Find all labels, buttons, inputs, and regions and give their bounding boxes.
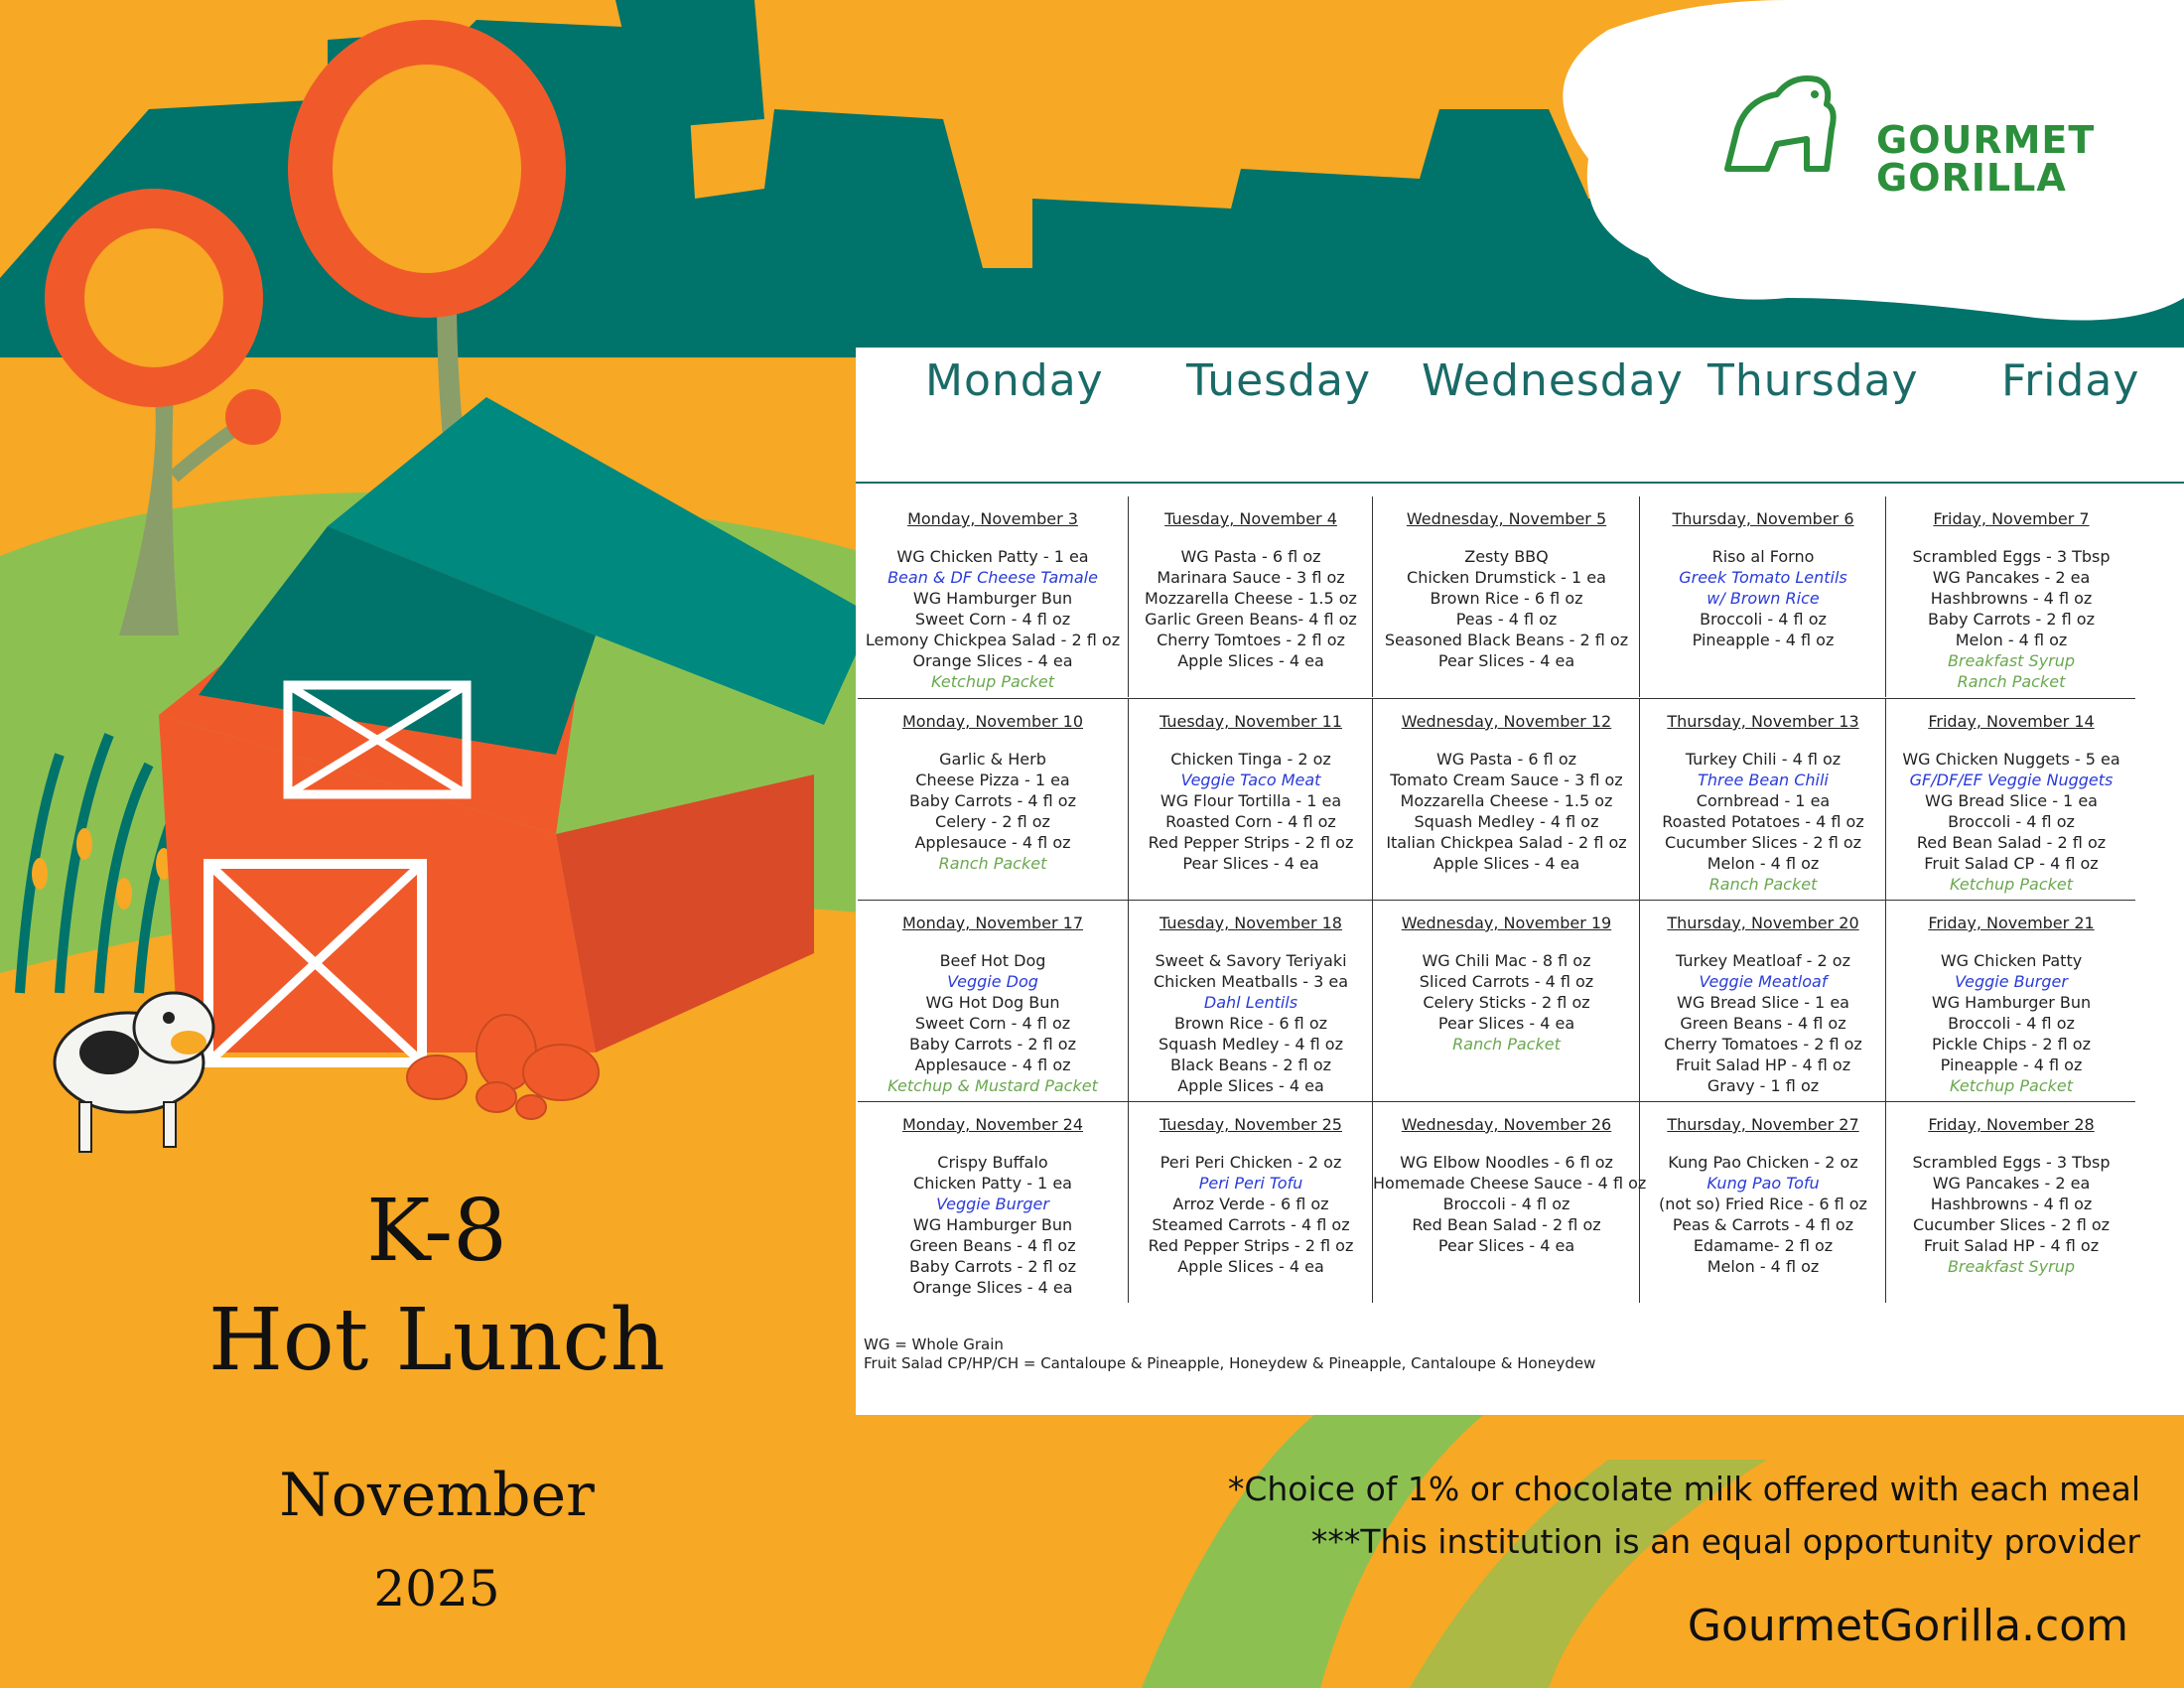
menu-item: Edamame- 2 fl oz [1693, 1236, 1834, 1255]
menu-item: WG Chili Mac - 8 fl oz [1422, 951, 1591, 970]
gorilla-icon [1707, 60, 1866, 179]
menu-day-cell [1128, 1102, 1373, 1303]
menu-item: Turkey Chili - 4 fl oz [1685, 750, 1842, 769]
menu-week-row [858, 1101, 2135, 1303]
menu-day-cell [1372, 699, 1640, 900]
menu-item: Baby Carrots - 2 fl oz [909, 1257, 1076, 1276]
menu-item: Broccoli - 4 fl oz [1442, 1195, 1570, 1213]
menu-date: Monday, November 10 [901, 712, 1083, 731]
milk-note: *Choice of 1% or chocolate milk offered with each meal [1227, 1470, 2140, 1508]
menu-item: WG Hamburger Bun [1931, 993, 2092, 1012]
menu-item: Fruit Salad HP - 4 fl oz [1923, 1236, 2100, 1255]
menu-date: Tuesday, November 18 [1160, 914, 1342, 932]
menu-item: Sweet Corn - 4 fl oz [914, 610, 1071, 629]
menu-item: Marinara Sauce - 3 fl oz [1157, 568, 1345, 587]
website-link[interactable]: GourmetGorilla.com [1687, 1601, 2128, 1651]
menu-item: WG Bread Slice - 1 ea [1925, 791, 2098, 810]
menu-item: WG Chicken Patty [1940, 951, 2083, 970]
menu-item: Cherry Tomtoes - 2 fl oz [1157, 631, 1345, 649]
menu-item: Chicken Patty - 1 ea [913, 1174, 1072, 1193]
menu-item: Chicken Tinga - 2 oz [1170, 750, 1331, 769]
menu-week-row [858, 496, 2135, 697]
menu-item: Red Bean Salad - 2 fl oz [1412, 1215, 1601, 1234]
menu-item: Brown Rice - 6 fl oz [1173, 1014, 1328, 1033]
menu-day-cell [858, 496, 1128, 697]
menu-alternate-item: Kung Pao Tofu [1706, 1174, 1820, 1193]
menu-alternate-item: Veggie Burger [1955, 972, 2068, 991]
menu-alternate-item: Three Bean Chili [1698, 771, 1829, 789]
menu-item: Pear Slices - 4 ea [1437, 1236, 1575, 1255]
menu-item: Green Beans - 4 fl oz [1680, 1014, 1846, 1033]
menu-item: Fruit Salad CP - 4 fl oz [1924, 854, 2099, 873]
menu-item: WG Flour Tortilla - 1 ea [1160, 791, 1342, 810]
menu-item: Melon - 4 fl oz [1955, 631, 2068, 649]
menu-condiment-item: Ranch Packet [938, 854, 1047, 873]
menu-item: Baby Carrots - 2 fl oz [1928, 610, 2095, 629]
menu-item: Applesauce - 4 fl oz [914, 1055, 1071, 1074]
menu-item: Zesty BBQ [1464, 547, 1549, 566]
menu-item: Squash Medley - 4 fl oz [1414, 812, 1599, 831]
menu-alternate-item: GF/DF/EF Veggie Nuggets [1909, 771, 2114, 789]
menu-date: Friday, November 14 [1928, 712, 2095, 731]
menu-item: Melon - 4 fl oz [1706, 854, 1820, 873]
menu-date: Monday, November 17 [901, 914, 1083, 932]
menu-date: Wednesday, November 26 [1401, 1115, 1612, 1134]
menu-item: Peri Peri Chicken - 2 oz [1160, 1153, 1342, 1172]
menu-item: Baby Carrots - 2 fl oz [909, 1035, 1076, 1054]
menu-date: Wednesday, November 12 [1401, 712, 1612, 731]
menu-alternate-item: Veggie Taco Meat [1180, 771, 1321, 789]
menu-day-cell [858, 901, 1128, 1101]
menu-item: Red Bean Salad - 2 fl oz [1916, 833, 2107, 852]
menu-item: Lemony Chickpea Salad - 2 fl oz [865, 631, 1121, 649]
menu-item: Sweet Corn - 4 fl oz [914, 1014, 1071, 1033]
menu-day-cell [1128, 496, 1373, 697]
menu-item: Red Pepper Strips - 2 fl oz [1148, 833, 1354, 852]
menu-item: Peas - 4 fl oz [1455, 610, 1558, 629]
equal-opportunity-note: ***This institution is an equal opportunity provider [1310, 1522, 2140, 1561]
menu-item: Orange Slices - 4 ea [912, 1278, 1073, 1297]
menu-item: WG Hamburger Bun [912, 589, 1073, 608]
menu-item: Garlic & Herb [939, 750, 1046, 769]
menu-item: Cherry Tomatoes - 2 fl oz [1664, 1035, 1862, 1054]
menu-item: Baby Carrots - 4 fl oz [909, 791, 1076, 810]
menu-item: Kung Pao Chicken - 2 oz [1668, 1153, 1858, 1172]
menu-condiment-item: Ketchup Packet [931, 672, 1054, 691]
menu-condiment-item: Ketchup Packet [1950, 1076, 2073, 1095]
menu-item: WG Pasta - 6 fl oz [1180, 547, 1321, 566]
weekday-friday: Friday [2001, 355, 2140, 406]
menu-alternate-item: Veggie Meatloaf [1699, 972, 1828, 991]
menu-item: Pear Slices - 4 ea [1437, 651, 1575, 670]
menu-item: Crispy Buffalo [937, 1153, 1048, 1172]
menu-item: Pear Slices - 4 ea [1437, 1014, 1575, 1033]
menu-week-row [858, 900, 2135, 1101]
menu-item: WG Hamburger Bun [912, 1215, 1073, 1234]
menu-date: Tuesday, November 25 [1160, 1115, 1342, 1134]
menu-day-cell [1885, 699, 2136, 900]
menu-item: Chicken Meatballs - 3 ea [1153, 972, 1349, 991]
menu-item: (not so) Fried Rice - 6 fl oz [1659, 1195, 1867, 1213]
menu-day-cell [858, 1102, 1128, 1303]
menu-item: Seasoned Black Beans - 2 fl oz [1384, 631, 1629, 649]
menu-item: Celery - 2 fl oz [935, 812, 1050, 831]
menu-date: Friday, November 21 [1928, 914, 2095, 932]
menu-day-cell [1639, 699, 1886, 900]
logo-line-1: GOURMET [1876, 118, 2096, 162]
menu-item: Apple Slices - 4 ea [1177, 1257, 1324, 1276]
menu-item: Riso al Forno [1711, 547, 1815, 566]
menu-alternate-item: Peri Peri Tofu [1198, 1174, 1303, 1193]
menu-item: Beef Hot Dog [939, 951, 1046, 970]
legend-fruit-salad: Fruit Salad CP/HP/CH = Cantaloupe & Pineapple, Honeydew & Pineapple, Cantaloupe & Honeydew [864, 1354, 1596, 1372]
legend-whole-grain: WG = Whole Grain [864, 1336, 1004, 1353]
menu-item: Scrambled Eggs - 3 Tbsp [1912, 547, 2111, 566]
menu-item: Arroz Verde - 6 fl oz [1172, 1195, 1329, 1213]
menu-item: WG Pancakes - 2 ea [1932, 568, 2091, 587]
menu-item: Celery Sticks - 2 fl oz [1423, 993, 1590, 1012]
menu-day-cell [1885, 1102, 2136, 1303]
menu-item: Melon - 4 fl oz [1706, 1257, 1820, 1276]
menu-item: Cucumber Slices - 2 fl oz [1664, 833, 1862, 852]
menu-item: Sweet & Savory Teriyaki [1155, 951, 1347, 970]
legend [864, 1336, 1595, 1373]
menu-item: Peas & Carrots - 4 fl oz [1672, 1215, 1854, 1234]
menu-item: Red Pepper Strips - 2 fl oz [1148, 1236, 1354, 1255]
menu-condiment-item: Breakfast Syrup [1947, 651, 2076, 670]
menu-alternate-item: Bean & DF Cheese Tamale [887, 568, 1098, 587]
menu-item: Turkey Meatloaf - 2 oz [1676, 951, 1850, 970]
menu-item: Hashbrowns - 4 fl oz [1930, 589, 2093, 608]
menu-item: WG Bread Slice - 1 ea [1677, 993, 1849, 1012]
weekday-wednesday: Wednesday [1422, 355, 1684, 406]
menu-day-cell [1128, 901, 1373, 1101]
menu-item: Broccoli - 4 fl oz [1948, 1014, 2075, 1033]
menu-day-cell [1639, 1102, 1886, 1303]
menu-item: Italian Chickpea Salad - 2 fl oz [1386, 833, 1627, 852]
menu-day-cell [858, 699, 1128, 900]
menu-condiment-item: Breakfast Syrup [1947, 1257, 2076, 1276]
menu-item: Mozzarella Cheese - 1.5 oz [1145, 589, 1357, 608]
logo-wordmark [1876, 118, 2096, 200]
menu-alternate-item: Dahl Lentils [1203, 993, 1298, 1012]
menu-item: Cheese Pizza - 1 ea [915, 771, 1070, 789]
hot-lunch-title: Hot Lunch [207, 1291, 666, 1390]
menu-date: Friday, November 7 [1933, 509, 2090, 528]
menu-day-cell [1372, 1102, 1647, 1303]
menu-condiment-item: Ketchup Packet [1950, 875, 2073, 894]
menu-item: Sliced Carrots - 4 fl oz [1419, 972, 1594, 991]
menu-item: Roasted Corn - 4 fl oz [1165, 812, 1336, 831]
logo-line-2: GORILLA [1876, 156, 2067, 200]
menu-date: Thursday, November 20 [1667, 914, 1859, 932]
menu-date: Tuesday, November 4 [1164, 509, 1337, 528]
menu-item: Pineapple - 4 fl oz [1940, 1055, 2083, 1074]
menu-date: Thursday, November 6 [1672, 509, 1854, 528]
menu-item: Pickle Chips - 2 fl oz [1932, 1035, 2091, 1054]
menu-day-cell [1639, 901, 1886, 1101]
menu-item: Mozzarella Cheese - 1.5 oz [1400, 791, 1613, 810]
menu-item: WG Pasta - 6 fl oz [1435, 750, 1576, 769]
menu-item: Garlic Green Beans- 4 fl oz [1145, 610, 1357, 629]
menu-condiment-item: Ranch Packet [1957, 672, 2066, 691]
menu-alternate-item: w/ Brown Rice [1706, 589, 1820, 608]
menu-item: Pear Slices - 4 ea [1182, 854, 1319, 873]
month-title: November [279, 1461, 595, 1530]
menu-item: Hashbrowns - 4 fl oz [1930, 1195, 2093, 1213]
menu-item: Homemade Cheese Sauce - 4 fl oz [1373, 1174, 1647, 1193]
menu-item: Orange Slices - 4 ea [912, 651, 1073, 670]
menu-calendar [856, 348, 2184, 1415]
menu-day-cell [1639, 496, 1886, 697]
weekday-header [856, 348, 2184, 484]
menu-day-cell [1372, 901, 1640, 1101]
grade-title: K-8 [366, 1182, 507, 1281]
menu-date: Thursday, November 27 [1667, 1115, 1859, 1134]
menu-item: WG Chicken Patty - 1 ea [896, 547, 1089, 566]
menu-date: Thursday, November 13 [1667, 712, 1859, 731]
menu-alternate-item: Veggie Dog [947, 972, 1038, 991]
menu-alternate-item: Veggie Burger [936, 1195, 1049, 1213]
menu-item: Cucumber Slices - 2 fl oz [1912, 1215, 2111, 1234]
year-title: 2025 [373, 1560, 500, 1618]
menu-item: Tomato Cream Sauce - 3 fl oz [1390, 771, 1623, 789]
menu-condiment-item: Ranch Packet [1708, 875, 1818, 894]
menu-day-cell [1885, 496, 2136, 697]
menu-date: Tuesday, November 11 [1160, 712, 1342, 731]
menu-item: Apple Slices - 4 ea [1177, 651, 1324, 670]
menu-item: Apple Slices - 4 ea [1177, 1076, 1324, 1095]
weekday-thursday: Thursday [1707, 355, 1919, 406]
menu-item: Scrambled Eggs - 3 Tbsp [1912, 1153, 2111, 1172]
weekday-tuesday: Tuesday [1186, 355, 1372, 406]
menu-item: WG Pancakes - 2 ea [1932, 1174, 2091, 1193]
menu-item: Gravy - 1 fl oz [1706, 1076, 1820, 1095]
menu-item: Broccoli - 4 fl oz [1700, 610, 1827, 629]
menu-item: WG Hot Dog Bun [925, 993, 1060, 1012]
menu-item: Roasted Potatoes - 4 fl oz [1662, 812, 1864, 831]
menu-item: Apple Slices - 4 ea [1433, 854, 1580, 873]
menu-item: Brown Rice - 6 fl oz [1430, 589, 1583, 608]
gourmet-gorilla-logo [1707, 60, 2124, 199]
menu-week-row [858, 698, 2135, 900]
menu-item: Green Beans - 4 fl oz [909, 1236, 1076, 1255]
weekday-monday: Monday [925, 355, 1104, 406]
menu-date: Monday, November 3 [907, 509, 1078, 528]
menu-date: Wednesday, November 19 [1401, 914, 1612, 932]
menu-date: Friday, November 28 [1928, 1115, 2095, 1134]
menu-item: Steamed Carrots - 4 fl oz [1152, 1215, 1350, 1234]
menu-item: WG Elbow Noodles - 6 fl oz [1400, 1153, 1613, 1172]
menu-alternate-item: Greek Tomato Lentils [1679, 568, 1847, 587]
menu-day-cell [1128, 699, 1373, 900]
menu-item: Chicken Drumstick - 1 ea [1407, 568, 1606, 587]
menu-condiment-item: Ketchup & Mustard Packet [887, 1076, 1098, 1095]
menu-date: Monday, November 24 [901, 1115, 1083, 1134]
menu-item: Broccoli - 4 fl oz [1948, 812, 2075, 831]
menu-day-cell [1372, 496, 1640, 697]
menu-date: Wednesday, November 5 [1406, 509, 1607, 528]
menu-day-cell [1885, 901, 2136, 1101]
menu-item: Pineapple - 4 fl oz [1692, 631, 1835, 649]
menu-item: Fruit Salad HP - 4 fl oz [1675, 1055, 1851, 1074]
menu-item: WG Chicken Nuggets - 5 ea [1902, 750, 2120, 769]
menu-item: Black Beans - 2 fl oz [1169, 1055, 1332, 1074]
menu-item: Applesauce - 4 fl oz [914, 833, 1071, 852]
menu-item: Squash Medley - 4 fl oz [1159, 1035, 1343, 1054]
menu-item: Cornbread - 1 ea [1696, 791, 1831, 810]
menu-condiment-item: Ranch Packet [1452, 1035, 1561, 1054]
